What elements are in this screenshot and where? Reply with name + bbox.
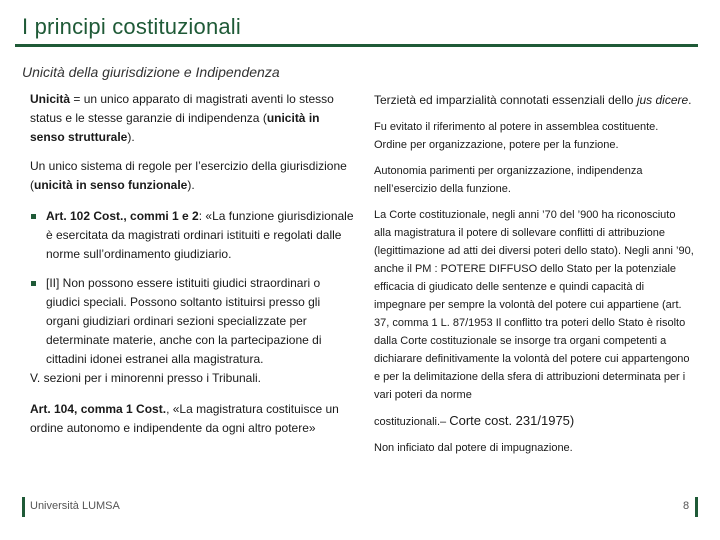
paragraph-art-104: Art. 104, comma 1 Cost., «La magistratura costituisce un ordine autonomo e indipendente da ogni altro potere» — [30, 402, 339, 435]
page-number: 8 — [683, 500, 690, 512]
paragraph-terzieta: Terzietà ed imparzialità connotati essenziali dello jus dicere. — [374, 93, 692, 107]
paragraph-unicita: Unicità = un unico apparato di magistrati aventi lo stesso status e le stesse garanzie di indipendenza (unicità in senso strutturale). — [30, 92, 334, 144]
bullet-square-icon — [31, 281, 36, 286]
left-column — [30, 90, 355, 438]
right-column — [374, 90, 694, 457]
bullet-art-102-comma-2: [II] Non possono essere istituiti giudici straordinari o giudici speciali. Possono soltanto istituirsi presso gli organi giudiziari ordinari sezioni specializzate per determinate materie, anche con la partecipazione di cittadini idonei estranei alla magistratura. — [30, 274, 355, 369]
title-divider — [15, 44, 698, 47]
term-unicita: Unicità — [30, 92, 71, 106]
footer-organization: Università LUMSA — [30, 500, 120, 512]
footer-right-bar — [695, 497, 698, 517]
page-title: I principi costituzionali — [22, 14, 241, 39]
paragraph-corte-cost-ref: costituzionali.– Corte cost. 231/1975) — [374, 413, 575, 428]
bullet-square-icon — [31, 214, 36, 219]
paragraph-corte-costituzionale: La Corte costituzionale, negli anni ’70 del ’900 ha riconosciuto alla magistratura il potere di sollevare conflitti di attribuzione (legittimazione ad atti dei diversi poteri dello stato). Negli anni ’90, anche il PM : POTERE DIFFUSO dello Stato per la potenziale efficacia di giudicato delle sentenze e quindi capacità di impegnare per sempre la volontà del potere cui appartiene (art. 37, comma 1 L. 87/1953 Il conflitto tra poteri dello Stato è risolto dalla Corte costituzionale se insorge tra organi competenti a dichiarare definitivamente la volontà del potere cui appartengono e per la delimitazione della sfera di attribuzioni determinata per i vari poteri da norme — [374, 209, 694, 401]
page-subtitle: Unicità della giurisdizione e Indipendenza — [22, 64, 280, 80]
paragraph-riferimento-potere: Fu evitato il riferimento al potere in assemblea costituente. Ordine per organizzazione, potere per la funzione. — [374, 121, 659, 151]
footer-left-bar — [22, 497, 25, 517]
paragraph-unicita-funzionale: Un unico sistema di regole per l’esercizio della giurisdizione (unicità in senso funzionale). — [30, 159, 347, 192]
note-sezioni-minorenni: V. sezioni per i minorenni presso i Tribunali. — [30, 371, 262, 385]
paragraph-impugnazione: Non inficiato dal potere di impugnazione. — [374, 442, 573, 454]
paragraph-autonomia: Autonomia parimenti per organizzazione, indipendenza nell’esercizio della funzione. — [374, 165, 643, 195]
bullet-art-102: Art. 102 Cost., commi 1 e 2: «La funzione giurisdizionale è esercitata da magistrati ordinari istituiti e regolati dalle norme sull’ordinamento giudiziario. — [30, 207, 355, 264]
